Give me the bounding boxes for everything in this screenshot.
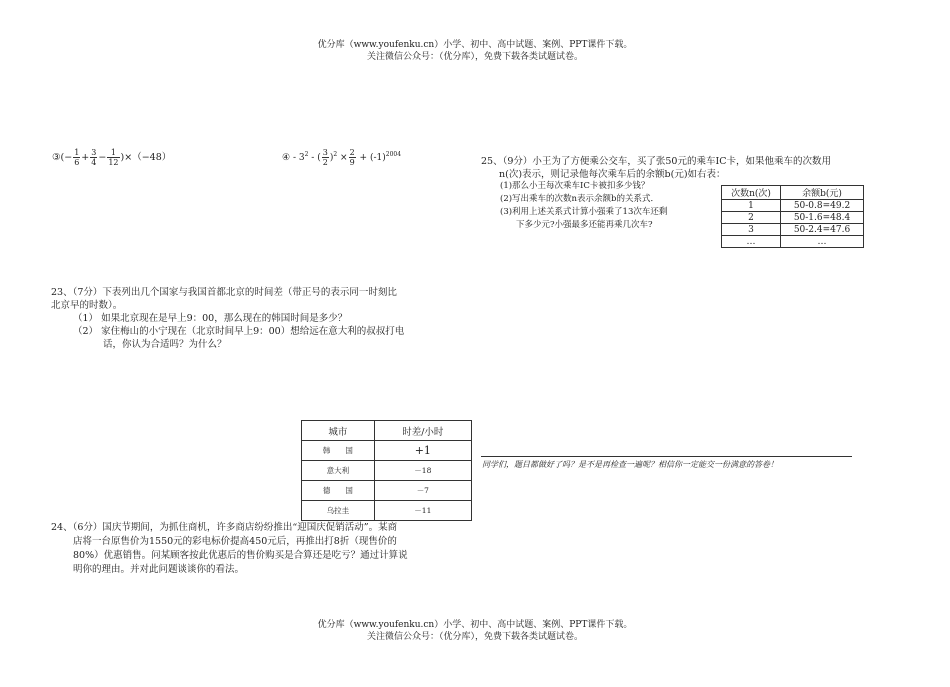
fraction	[107, 148, 119, 167]
sub-number: （2）	[73, 326, 99, 337]
table-cell: 1	[722, 200, 781, 212]
q23-line1: 23、（7分）下表列出几个国家与我国首都北京的时间差（带正号的表示同一时刻比	[51, 287, 397, 298]
header-line-1: 优分库（www.youfenku.cn）小学、初中、高中试题、案例、PPT课件下载。	[317, 40, 633, 50]
table-header: 时差/小时	[374, 421, 471, 441]
q25-table	[721, 185, 864, 248]
sub-text: 家住梅山的小宁现在（北京时间早上9：00）想给远在意大利的叔叔打电	[101, 326, 405, 337]
fraction	[349, 148, 356, 167]
numerator: 3	[322, 148, 328, 157]
q24-line3: 80%）优惠销售。问某顾客按此优惠后的售价购买是合算还是吃亏？通过计算说	[73, 550, 408, 561]
q23-line2: 北京早的时数）。	[51, 300, 123, 311]
table-cell: 2	[722, 212, 781, 224]
denominator: 9	[349, 158, 355, 167]
table-cell: －7	[374, 481, 471, 501]
sub-number: （1）	[73, 313, 99, 324]
q24-line1: 24、（6分）国庆节期间，为抓住商机，许多商店纷纷推出“迎国庆促销活动”。某商	[51, 522, 398, 533]
q25-sub-3b: 下多少元?小强最多还能再乘几次车?	[516, 220, 653, 230]
table-cell: －18	[374, 461, 471, 481]
denominator: 4	[91, 158, 97, 167]
table-cell: 3	[722, 224, 781, 236]
table-cell: 乌拉圭	[302, 501, 375, 521]
q25-sub-2: (2)写出乘车的次数n表示余额b的关系式．	[500, 194, 659, 204]
table-header: 城市	[302, 421, 375, 441]
table-row	[302, 481, 472, 501]
q25-line2: n(次)表示，则记录他每次乘车后的余额b(元)如右表：	[499, 169, 726, 180]
table-row	[722, 224, 864, 236]
q24-line2: 店将一台原售价为1550元的彩电标价提高450元后，再推出打8折（现售价的	[73, 536, 397, 547]
table-row	[722, 212, 864, 224]
exponent: 2004	[385, 151, 402, 158]
q23-sub-2	[51, 325, 451, 338]
table-cell: 50-0.8=49.2	[781, 200, 864, 212]
numerator: 1	[107, 148, 119, 158]
question-24	[51, 521, 451, 577]
q25-line1: 25、（9分）小王为了方便乘公交车，买了张50元的乘车IC卡，如果他乘车的次数用	[481, 156, 831, 167]
calc-3-label: ③	[52, 152, 61, 163]
header-line-2: 关注微信公众号：（优分库），免费下载各类试题试卷。	[366, 52, 583, 62]
fraction	[73, 148, 80, 167]
table-row	[302, 441, 472, 461]
table-cell: 德 国	[302, 481, 375, 501]
footer-line-2: 关注微信公众号：（优分库），免费下载各类试题试卷。	[366, 632, 583, 642]
calc-4-label: ④	[282, 153, 291, 163]
q25-sub-3a: (3)利用上述关系式计算小强乘了13次车还剩	[500, 207, 668, 217]
table-row	[722, 236, 864, 248]
table-cell: 韩 国	[302, 441, 375, 461]
denominator: 12	[108, 158, 119, 167]
numerator: 1	[74, 148, 80, 157]
fraction	[90, 148, 97, 167]
q23-sub-2b: 话，你认为合适吗？为什么？	[103, 339, 227, 350]
table-header: 余额b(元)	[781, 186, 864, 200]
encouragement-note: 同学们，题目都做好了吗？是不是再检查一遍呢？相信你一定能交一份满意的答卷！	[482, 460, 778, 469]
calc-3-tail: ×（−48）	[124, 152, 172, 163]
expr-part: ×	[340, 153, 348, 163]
q25-subquestions	[500, 180, 725, 232]
sub-text: 如果北京现在是早上9：00，那么现在的韩国时间是多少？	[101, 313, 348, 324]
expr-part: + (-1)	[359, 153, 386, 163]
q24-line4: 明你的理由。并对此问题谈谈你的看法。	[73, 564, 245, 575]
numerator: 2	[349, 148, 355, 157]
table-header: 次数n(次)	[722, 186, 781, 200]
table-cell: 50-1.6=48.4	[781, 212, 864, 224]
table-cell: －11	[374, 501, 471, 521]
table-header-row	[302, 421, 472, 441]
exponent: 2	[333, 151, 338, 158]
fraction	[322, 148, 329, 167]
denominator: 6	[74, 158, 80, 167]
q23-sub-1	[51, 312, 451, 325]
table-cell: 50-2.4=47.6	[781, 224, 864, 236]
table-cell: …	[722, 236, 781, 248]
footer-line-1: 优分库（www.youfenku.cn）小学、初中、高中试题、案例、PPT课件下载。	[317, 620, 633, 630]
exponent: 2	[304, 151, 309, 158]
expr-part: - 3	[292, 153, 305, 163]
table-header-row	[722, 186, 864, 200]
table-cell: +1	[374, 441, 471, 461]
q23-table	[301, 420, 472, 521]
table-row	[302, 461, 472, 481]
calc-4: ④ - $3^2$ - ( $\frac{3}{2}$ )$^2$ × $\frac{2}{9}$ + $(-1)^{2004}$	[282, 148, 402, 167]
table-row	[722, 200, 864, 212]
table-cell: …	[781, 236, 864, 248]
table-row	[302, 501, 472, 521]
numerator: 3	[91, 148, 97, 157]
denominator: 2	[322, 158, 328, 167]
question-23	[51, 286, 451, 351]
calc-3: ③(− $\frac{1}{6}$ + $\frac{3}{4}$ − $\frac{1}{12}$ )×（−48）	[52, 148, 172, 167]
divider-line	[481, 456, 852, 457]
question-25	[481, 155, 871, 181]
q25-sub-1: (1)那么小王每次乘车IC卡被扣多少钱？	[500, 181, 650, 191]
expr-part: - (	[311, 153, 321, 163]
table-cell: 意大利	[302, 461, 375, 481]
